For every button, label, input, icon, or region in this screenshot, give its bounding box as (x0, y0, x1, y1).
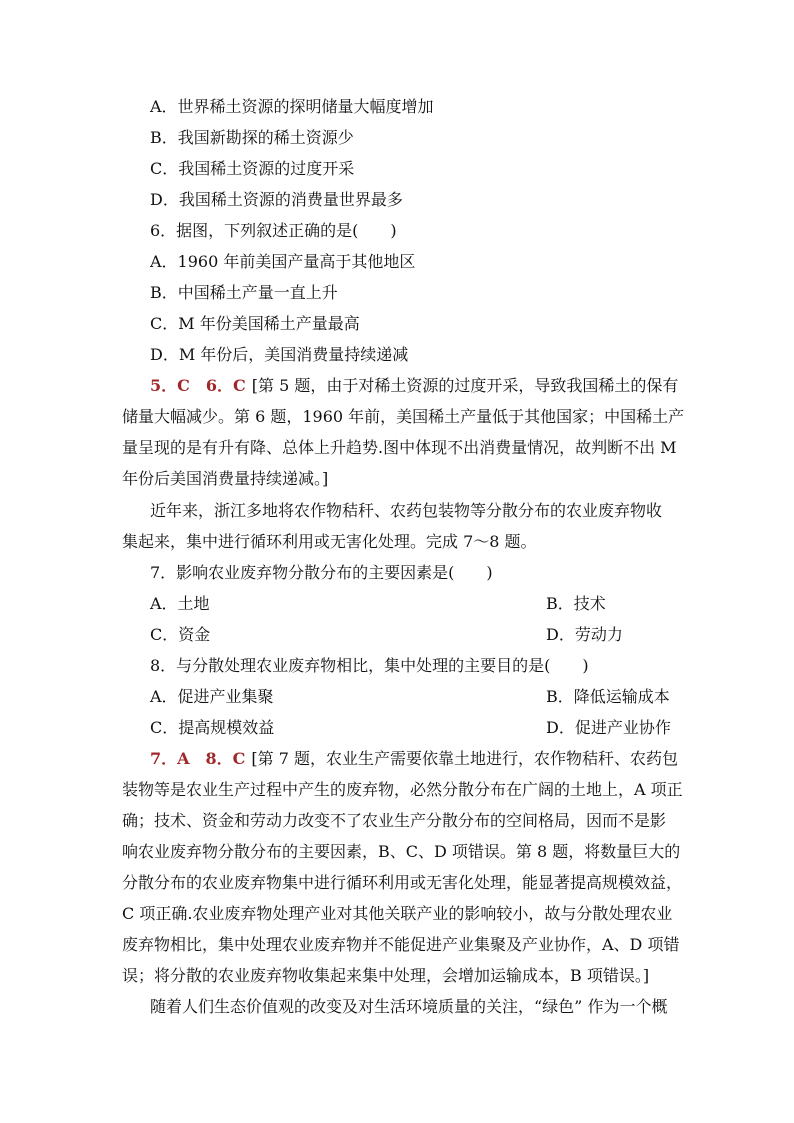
q8-stem: 8．与分散处理农业废弃物相比，集中处理的主要目的是( ) (150, 656, 589, 675)
answer-78-key: 7．A 8．C (150, 749, 246, 768)
q8-option-b: B．降低运输成本 (546, 687, 670, 706)
q6-option-b: B．中国稀土产量一直上升 (150, 283, 338, 302)
q6-stem: 6．据图，下列叙述正确的是( ) (150, 221, 397, 240)
q5-option-b: B．我国新勘探的稀土资源少 (150, 128, 354, 147)
answer-78-line-1 (150, 749, 710, 769)
q8-options-row-1 (150, 687, 710, 707)
answer-56-line-2: 储量大幅减少。第 6 题，1960 年前，美国稀土产量低于其他国家；中国稀土产 (122, 407, 685, 426)
q6-option-c: C．M 年份美国稀土产量最高 (150, 314, 360, 333)
answer-78-text-1: [第 7 题，农业生产需要依靠土地进行，农作物秸秆、农药包 (251, 749, 679, 768)
q7-options-row-2 (150, 625, 710, 645)
answer-56-line-3: 量呈现的是有升有降、总体上升趋势.图中体现不出消费量情况，故判断不出 M (122, 438, 677, 457)
q7-options-row-1 (150, 594, 710, 614)
q7-option-a: A．土地 (150, 594, 210, 613)
answer-78-line-2: 装物等是农业生产过程中产生的废弃物，必然分散分布在广阔的土地上，A 项正 (122, 780, 683, 799)
q8-option-d: D．促进产业协作 (546, 718, 671, 737)
q6-option-d: D．M 年份后，美国消费量持续递减 (150, 345, 409, 364)
q7-stem: 7．影响农业废弃物分散分布的主要因素是( ) (150, 563, 493, 582)
q7-option-d: D．劳动力 (546, 625, 623, 644)
answer-78-line-3: 确；技术、资金和劳动力改变不了农业生产分散分布的空间格局，因而不是影 (122, 811, 667, 830)
q8-option-c: C．提高规模效益 (150, 718, 275, 737)
q8-options-row-2 (150, 718, 710, 738)
q5-option-a: A．世界稀土资源的探明储量大幅度增加 (150, 97, 434, 116)
q5-option-d: D．我国稀土资源的消费量世界最多 (150, 190, 403, 209)
answer-56-line-4: 年份后美国消费量持续递减。] (122, 469, 329, 488)
answer-78-line-5: 分散分布的农业废弃物集中进行循环利用或无害化处理，能显著提高规模效益， (122, 873, 683, 892)
answer-56-line-1 (150, 376, 710, 396)
q8-option-a: A．促进产业集聚 (150, 687, 274, 706)
q7-option-b: B．技术 (546, 594, 606, 613)
answer-78-line-6: C 项正确.农业废弃物处理产业对其他关联产业的影响较小，故与分散处理农业 (122, 904, 673, 923)
answer-56-text-1: [第 5 题，由于对稀土资源的过度开采，导致我国稀土的保有 (251, 376, 679, 395)
intro-78-line-1: 近年来，浙江多地将农作物秸秆、农药包装物等分散分布的农业废弃物收 (150, 501, 663, 520)
q7-option-c: C．资金 (150, 625, 211, 644)
answer-78-line-4: 响农业废弃物分散分布的主要因素，B、C、D 项错误。第 8 题，将数量巨大的 (122, 842, 681, 861)
q6-option-a: A．1960 年前美国产量高于其他地区 (150, 252, 416, 271)
answer-78-line-7: 废弃物相比，集中处理农业废弃物并不能促进产业集聚及产业协作，A、D 项错 (122, 935, 680, 954)
q5-option-c: C．我国稀土资源的过度开采 (150, 159, 355, 178)
intro-78-line-2: 集起来，集中进行循环利用或无害化处理。完成 7～8 题。 (122, 532, 537, 551)
answer-78-line-8: 误；将分散的农业废弃物收集起来集中处理，会增加运输成本，B 项错误。] (122, 966, 650, 985)
intro-next-line-1: 随着人们生态价值观的改变及对生活环境质量的关注，“绿色” 作为一个概 (150, 997, 668, 1016)
answer-56-key: 5．C 6．C (150, 376, 246, 395)
